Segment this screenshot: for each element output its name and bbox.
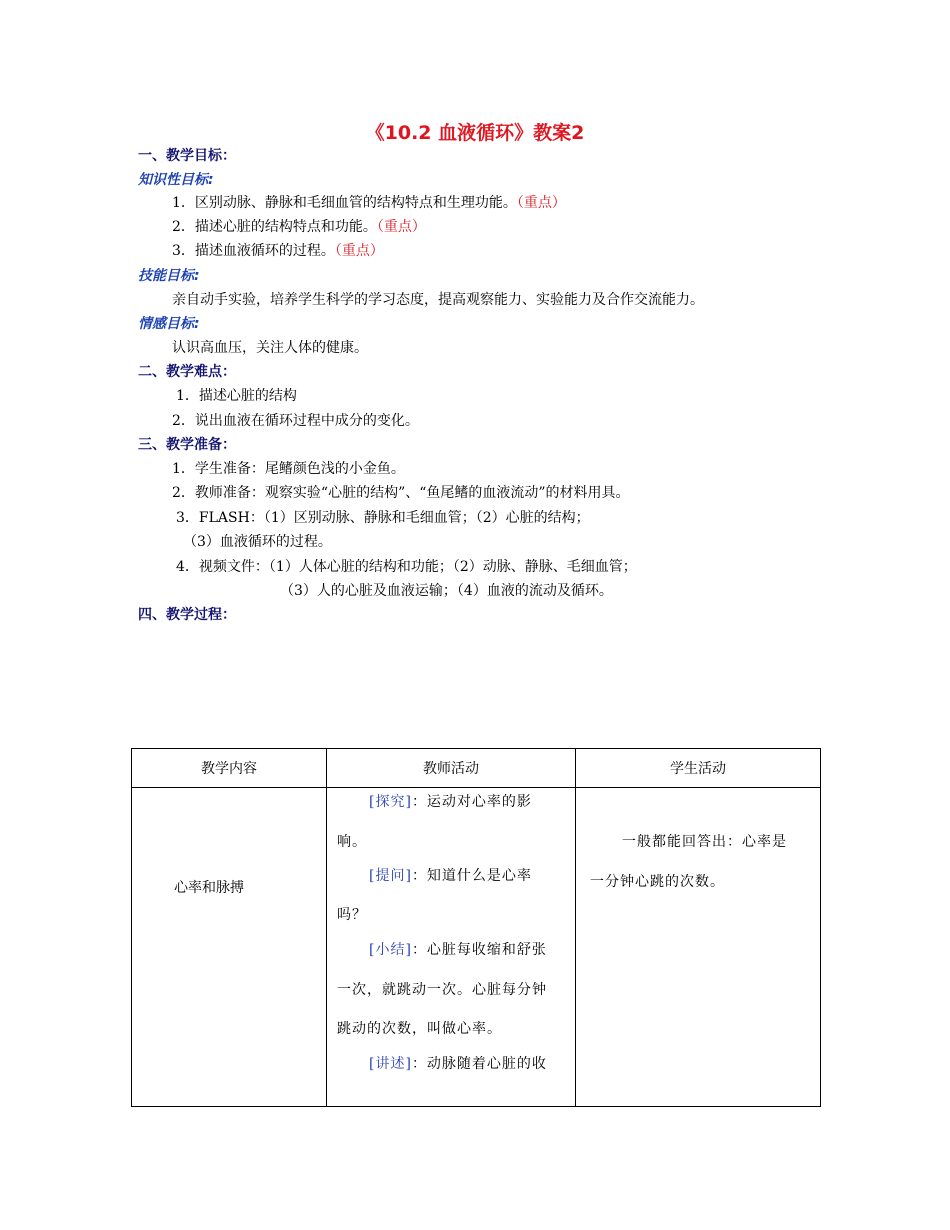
preparation-item: 1．学生准备：尾鳍颜色浅的小金鱼。 — [172, 461, 405, 477]
knowledge-item — [172, 241, 384, 261]
section-heading-objectives: 一、教学目标： — [138, 148, 236, 164]
header-content: 教学内容 — [132, 749, 327, 788]
key-point-tag: （重点） — [376, 219, 426, 235]
teacher-line — [337, 980, 547, 1000]
teacher-line — [337, 1019, 502, 1039]
teacher-line — [337, 905, 367, 925]
knowledge-item — [172, 217, 426, 237]
difficulty-item: 2．说出血液在循环过程中成分的变化。 — [172, 413, 419, 429]
student-line: 一分钟心跳的次数。 — [590, 874, 725, 890]
teacher-line-text: ：知道什么是心率 — [411, 868, 532, 884]
content-topic: 心率和脉搏 — [174, 880, 244, 896]
teacher-line-text: 一次，就跳动一次。心脏每分钟 — [337, 982, 547, 998]
activity-tag: [讲述] — [369, 1056, 412, 1072]
section-heading-process: 四、教学过程： — [138, 607, 236, 623]
preparation-item: （3）血液循环的过程。 — [183, 534, 332, 550]
content-cell — [132, 788, 327, 1107]
teacher-line — [369, 940, 547, 960]
header-student-activity: 学生活动 — [576, 749, 821, 788]
knowledge-item-text: 3．描述血液循环的过程。 — [172, 243, 335, 259]
student-activity-cell — [576, 788, 821, 1107]
knowledge-item-text: 1．区别动脉、静脉和毛细血管的结构特点和生理功能。 — [172, 195, 517, 211]
teacher-line-text: ：动脉随着心脏的收 — [411, 1056, 547, 1072]
teacher-line-text: 吗？ — [337, 907, 367, 923]
teacher-activity-cell — [327, 788, 576, 1107]
teacher-line — [369, 866, 532, 886]
teacher-line — [337, 832, 367, 852]
teacher-line-text: 响。 — [337, 834, 367, 850]
teacher-line — [369, 1054, 547, 1074]
knowledge-objective-heading: 知识性目标: — [138, 172, 214, 188]
activity-tag: [小结] — [369, 942, 412, 958]
table-header-row — [132, 749, 821, 788]
teacher-line — [369, 792, 532, 812]
document-title: 《10.2 血液循环》教案2 — [365, 122, 585, 144]
teacher-line-text: 跳动的次数，叫做心率。 — [337, 1021, 502, 1037]
key-point-tag: （重点） — [334, 243, 384, 259]
knowledge-item-text: 2．描述心脏的结构特点和功能。 — [172, 219, 377, 235]
skill-objective-text: 亲自动手实验，培养学生科学的学习态度，提高观察能力、实验能力及合作交流能力。 — [172, 292, 704, 308]
activity-tag: [探究] — [369, 794, 412, 810]
emotion-objective-text: 认识高血压，关注人体的健康。 — [172, 340, 368, 356]
section-heading-difficulties: 二、教学难点： — [138, 364, 236, 380]
header-teacher-activity: 教师活动 — [327, 749, 576, 788]
table-row — [132, 788, 821, 1107]
activity-tag: [提问] — [369, 868, 412, 884]
preparation-item: 2．教师准备：观察实验“心脏的结构”、“鱼尾鳍的血液流动”的材料用具。 — [172, 485, 630, 501]
key-point-tag: （重点） — [516, 195, 566, 211]
teacher-line-text: ：心脏每收缩和舒张 — [411, 942, 547, 958]
knowledge-item — [172, 193, 566, 213]
section-heading-preparation: 三、教学准备： — [138, 437, 236, 453]
lesson-process-table — [131, 748, 821, 1107]
teacher-line-text: ：运动对心率的影 — [411, 794, 532, 810]
difficulty-item: 1．描述心脏的结构 — [176, 388, 297, 404]
skill-objective-heading: 技能目标: — [138, 268, 200, 284]
preparation-item: （3）人的心脏及血液运输；（4）血液的流动及循环。 — [280, 583, 613, 599]
emotion-objective-heading: 情感目标: — [138, 316, 200, 332]
preparation-item: 3．FLASH：（1）区别动脉、静脉和毛细血管；（2）心脏的结构； — [176, 510, 590, 526]
preparation-item: 4．视频文件：（1）人体心脏的结构和功能；（2）动脉、静脉、毛细血管； — [176, 559, 637, 575]
student-line: 一般都能回答出：心率是 — [622, 834, 787, 850]
